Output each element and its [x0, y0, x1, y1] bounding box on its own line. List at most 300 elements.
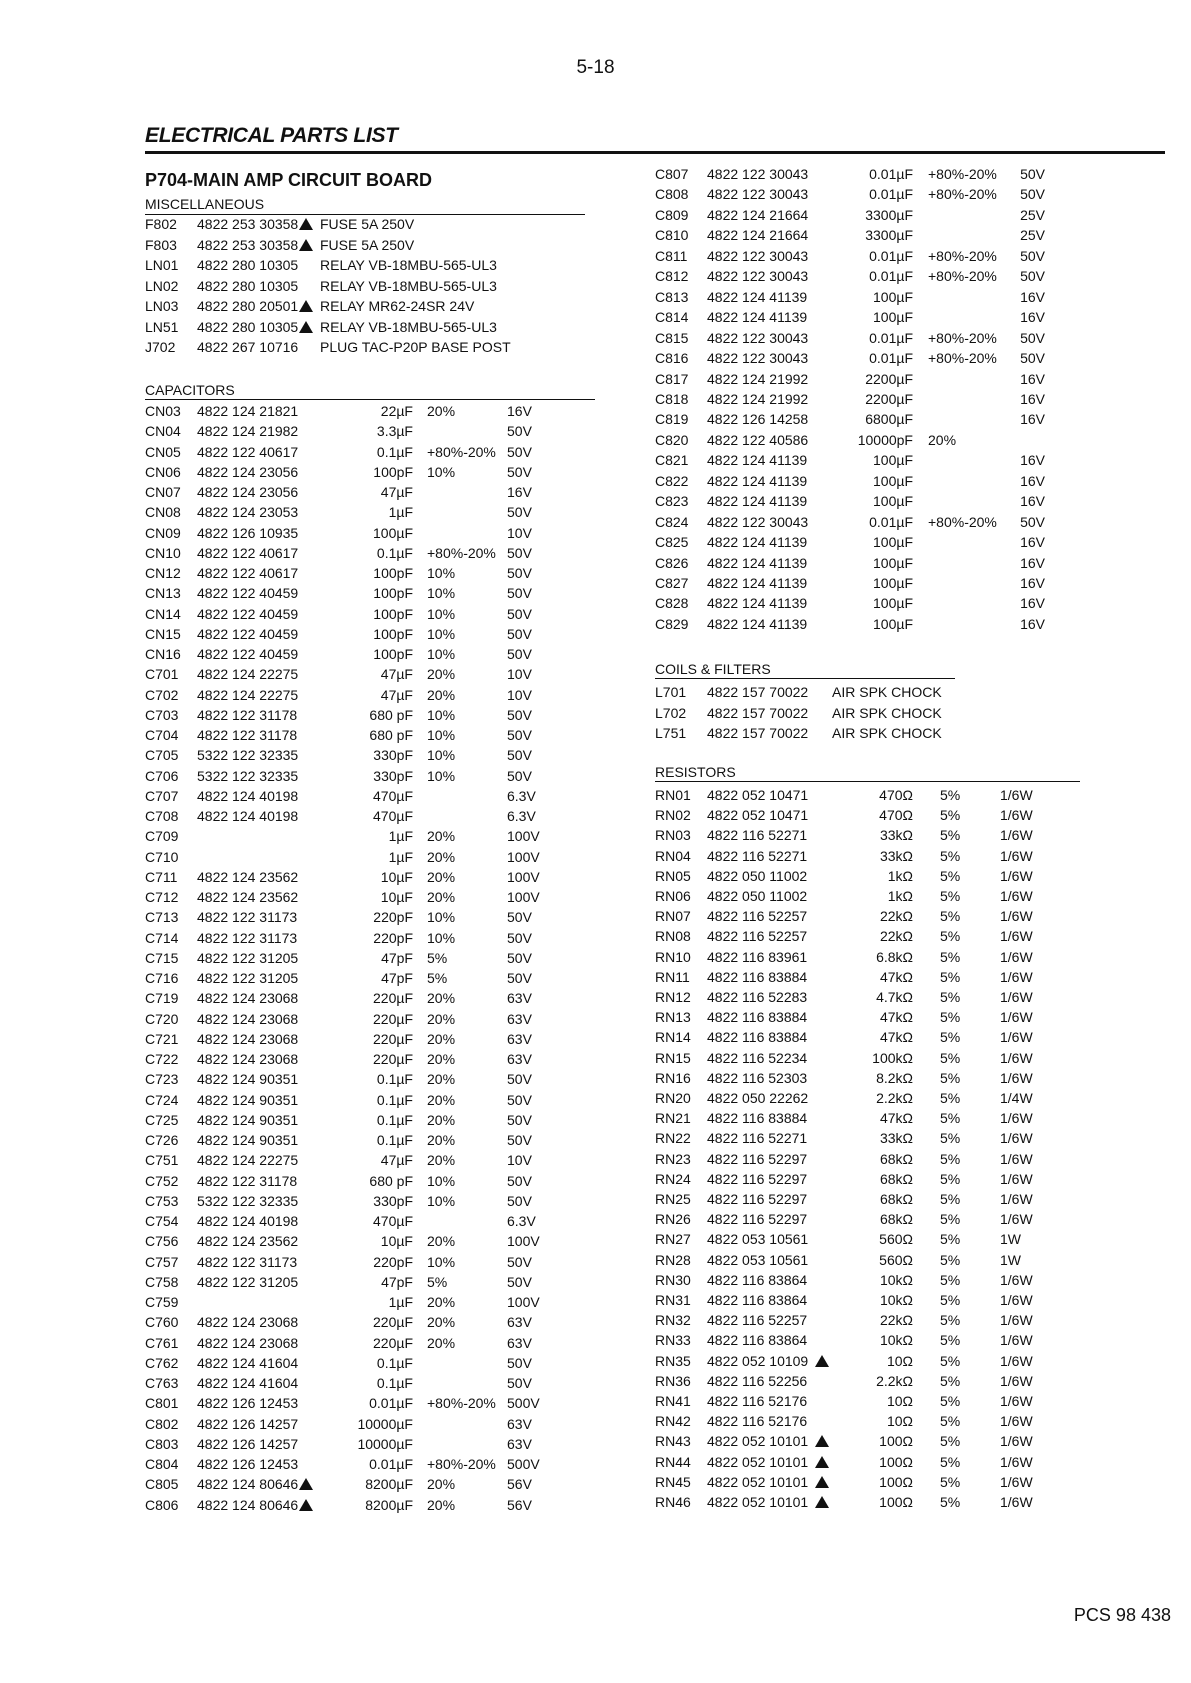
tolerance: 5%	[940, 1271, 961, 1288]
value: 47µF	[380, 686, 413, 703]
part-number: 4822 124 90351	[197, 1071, 299, 1088]
part-number: 4822 116 52257	[707, 928, 808, 945]
wattage: 1/6W	[1000, 989, 1033, 1005]
part-number: 4822 116 52257	[707, 908, 808, 925]
title-rule	[145, 151, 1165, 154]
part-number: 4822 116 52256	[707, 1372, 808, 1389]
tolerance: +80%-20%	[928, 186, 997, 203]
resistor-row	[655, 846, 1115, 866]
tolerance: 10%	[427, 605, 456, 622]
capacitor-row	[655, 512, 1115, 532]
ref-designator: C808	[655, 186, 689, 203]
wattage: 1/6W	[1000, 1211, 1033, 1228]
tolerance: 5%	[940, 968, 961, 985]
tolerance: +80%-20%	[427, 1456, 496, 1472]
value: 0.1µF	[376, 1111, 413, 1128]
ref-designator: C825	[655, 534, 689, 551]
value: 6.8kΩ	[876, 948, 913, 965]
ref-designator: C827	[655, 575, 689, 591]
part-number: 4822 122 40459	[197, 625, 299, 642]
part-number: 4822 122 31178	[197, 1172, 298, 1189]
voltage: 50V	[507, 949, 532, 966]
part-number: 4822 050 22262	[707, 1090, 809, 1106]
part-number: 4822 124 23053	[197, 504, 299, 521]
value: 100pF	[373, 605, 413, 622]
resistor-row	[655, 1452, 1115, 1472]
ref-designator: C754	[145, 1213, 179, 1229]
value: 100µF	[873, 288, 913, 305]
value: 680 pF	[369, 706, 413, 723]
capacitor-row	[655, 246, 1115, 266]
tolerance: 20%	[427, 686, 456, 703]
part-number: 4822 050 11002	[707, 888, 808, 904]
part-number: 4822 124 21664	[707, 206, 809, 223]
capacitor-row	[145, 624, 605, 644]
part-number: 4822 122 30043	[707, 166, 809, 182]
voltage: 50V	[507, 443, 532, 460]
wattage: 1/6W	[1000, 1049, 1033, 1066]
capacitor-row	[145, 1029, 605, 1049]
ref-designator: C820	[655, 431, 689, 448]
value: 10µF	[380, 889, 413, 905]
ref-designator: C829	[655, 615, 689, 632]
part-number: 4822 124 23068	[197, 1030, 299, 1047]
resistor-row	[655, 1229, 1115, 1249]
ref-designator: RN22	[655, 1130, 691, 1147]
resistor-row	[655, 1108, 1115, 1128]
part-number: 4822 124 41139	[707, 493, 808, 510]
ref-designator: RN43	[655, 1433, 691, 1450]
ref-designator: L701	[655, 684, 687, 700]
part-number: 4822 122 40586	[707, 431, 809, 448]
wattage: 1/6W	[1000, 928, 1033, 945]
section-rule	[145, 399, 595, 400]
resistor-row	[655, 825, 1115, 845]
voltage: 500V	[507, 1456, 540, 1472]
ref-designator: RN07	[655, 908, 691, 925]
resistor-row	[655, 1472, 1115, 1492]
value: 33kΩ	[879, 1130, 913, 1147]
ref-designator: RN02	[655, 807, 691, 824]
part-number: 4822 116 83884	[707, 1110, 808, 1127]
tolerance: 20%	[427, 1091, 456, 1108]
value: 1µF	[388, 848, 413, 865]
part-number: 4822 122 30043	[707, 268, 809, 285]
ref-designator: C811	[655, 247, 688, 264]
capacitor-row	[145, 786, 605, 806]
part-number: 4822 124 23068	[197, 1051, 299, 1067]
ref-designator: C819	[655, 411, 689, 428]
voltage: 10V	[507, 686, 532, 703]
ref-designator: RN42	[655, 1413, 691, 1430]
tolerance: +80%-20%	[928, 166, 997, 182]
part-number: 4822 122 30043	[707, 350, 809, 367]
voltage: 100V	[507, 1233, 540, 1250]
part-number: 4822 124 21992	[707, 370, 809, 387]
ref-designator: CN04	[145, 423, 181, 440]
tolerance: 10%	[427, 1172, 456, 1189]
part-number: 4822 116 83864	[707, 1332, 808, 1349]
voltage: 50V	[507, 727, 532, 743]
part-number: 4822 116 52271	[707, 1130, 808, 1147]
tolerance: 10%	[427, 565, 456, 581]
voltage: 63V	[507, 1051, 532, 1067]
value: 100pF	[373, 625, 413, 642]
ref-designator: C812	[655, 268, 689, 285]
part-number: 4822 124 40198	[197, 1213, 299, 1229]
ref-designator: C751	[145, 1152, 179, 1169]
value: 4.7kΩ	[876, 989, 913, 1005]
part-number: 4822 126 14258	[707, 411, 809, 428]
tolerance: 5%	[940, 1494, 961, 1510]
value: 10Ω	[886, 1413, 913, 1430]
voltage: 16V	[1020, 575, 1045, 591]
tolerance: 5%	[940, 847, 961, 864]
wattage: 1/6W	[1000, 1372, 1033, 1389]
value: 100µF	[873, 452, 913, 469]
tolerance: 10%	[427, 625, 456, 642]
part-number: 4822 124 23562	[197, 868, 299, 885]
ref-designator: C828	[655, 595, 689, 612]
capacitor-row	[655, 307, 1115, 327]
voltage: 63V	[507, 1314, 532, 1331]
part-number: 4822 124 21982	[197, 423, 299, 440]
voltage: 6.3V	[507, 1213, 536, 1229]
value: 0.01µF	[869, 350, 913, 367]
capacitor-row	[145, 543, 605, 563]
value: 10kΩ	[879, 1271, 913, 1288]
tolerance: 20%	[427, 1111, 456, 1128]
tolerance: 5%	[940, 1292, 961, 1308]
ref-designator: C753	[145, 1192, 179, 1209]
tolerance: 20%	[427, 889, 456, 905]
part-number: 4822 253 30358	[197, 236, 299, 253]
tolerance: 5%	[940, 1413, 961, 1430]
ref-designator: C719	[145, 990, 179, 1007]
voltage: 63V	[507, 1435, 532, 1452]
ref-designator: C801	[145, 1395, 179, 1412]
value: 47kΩ	[879, 968, 913, 985]
capacitor-row	[655, 328, 1115, 348]
ref-designator: L702	[655, 704, 687, 721]
capacitor-row	[145, 644, 605, 664]
ref-designator: C721	[145, 1030, 179, 1047]
part-number: 4822 124 90351	[197, 1111, 299, 1128]
resistor-row	[655, 947, 1115, 967]
value: 560Ω	[879, 1251, 913, 1268]
value: 0.1µF	[376, 544, 413, 561]
value: 68kΩ	[879, 1150, 913, 1167]
voltage: 100V	[507, 848, 540, 865]
value: 470Ω	[879, 807, 913, 824]
resistor-row	[655, 1330, 1115, 1350]
capacitor-row	[145, 563, 605, 583]
ref-designator: C810	[655, 227, 689, 244]
tolerance: 5%	[427, 1273, 448, 1290]
ref-designator: RN24	[655, 1170, 691, 1187]
tolerance: 5%	[940, 867, 961, 884]
warning-triangle-icon	[299, 317, 313, 337]
capacitor-row	[145, 887, 605, 907]
voltage: 63V	[507, 1334, 532, 1351]
ref-designator: RN32	[655, 1312, 691, 1329]
part-number: 4822 124 80646	[197, 1476, 299, 1493]
wattage: 1/6W	[1000, 1029, 1033, 1046]
ref-designator: C716	[145, 970, 179, 986]
voltage: 50V	[507, 1172, 532, 1189]
voltage: 16V	[1020, 554, 1045, 571]
resistor-row	[655, 1411, 1115, 1431]
value: 10kΩ	[879, 1332, 913, 1349]
voltage: 50V	[507, 544, 532, 561]
part-number: 4822 116 83884	[707, 968, 808, 985]
warning-triangle-icon	[299, 1495, 313, 1515]
voltage: 16V	[1020, 534, 1045, 551]
tolerance: 5%	[940, 1372, 961, 1389]
tolerance: +80%-20%	[928, 268, 997, 285]
part-number: 4822 126 12453	[197, 1395, 299, 1412]
ref-designator: RN06	[655, 888, 691, 904]
capacitor-row	[145, 826, 605, 846]
capacitor-row	[145, 847, 605, 867]
ref-designator: RN35	[655, 1352, 691, 1369]
voltage: 100V	[507, 828, 540, 845]
capacitor-row	[655, 184, 1115, 204]
tolerance: 20%	[427, 403, 456, 419]
value: 33kΩ	[879, 827, 913, 844]
capacitor-row	[655, 164, 1115, 184]
voltage: 50V	[507, 909, 532, 926]
ref-designator: F802	[145, 216, 177, 232]
tolerance: 10%	[427, 929, 456, 946]
part-number: 4822 116 52271	[707, 847, 808, 864]
value: 2.2kΩ	[876, 1372, 913, 1389]
tolerance: 20%	[427, 828, 456, 845]
part-number: 4822 124 41139	[707, 615, 808, 632]
value: 0.01µF	[369, 1395, 413, 1412]
voltage: 10V	[507, 524, 532, 541]
part-number: 4822 116 52303	[707, 1069, 808, 1086]
wattage: 1/6W	[1000, 1069, 1033, 1086]
footer-code: PCS 98 438	[1073, 1605, 1171, 1625]
value: 0.01µF	[869, 186, 913, 203]
section-misc: MISCELLANEOUS	[145, 196, 265, 212]
part-number: 4822 124 21664	[707, 227, 809, 244]
ref-designator: CN07	[145, 484, 181, 500]
capacitor-row	[145, 1333, 605, 1353]
part-number: 4822 122 31178	[197, 727, 298, 743]
ref-designator: CN03	[145, 403, 181, 419]
voltage: 16V	[1020, 288, 1045, 305]
part-number: 4822 124 41139	[707, 452, 808, 469]
tolerance: 20%	[427, 1496, 456, 1513]
part-number: 4822 122 31205	[197, 970, 299, 986]
capacitor-row	[145, 1272, 605, 1292]
value: 47pF	[381, 1273, 413, 1290]
voltage: 50V	[1020, 513, 1045, 530]
voltage: 50V	[507, 1375, 532, 1391]
value: 47kΩ	[879, 1029, 913, 1046]
value: 8200µF	[365, 1496, 413, 1513]
value: 22kΩ	[879, 1312, 913, 1329]
value: 220µF	[373, 1030, 413, 1047]
ref-designator: C707	[145, 787, 179, 804]
ref-designator: C715	[145, 949, 179, 966]
wattage: 1W	[1000, 1251, 1021, 1268]
tolerance: 5%	[940, 989, 961, 1005]
value: 100µF	[873, 554, 913, 571]
part-number: 4822 122 40459	[197, 605, 299, 622]
part-number: 4822 124 41139	[707, 472, 808, 489]
tolerance: 20%	[427, 990, 456, 1007]
part-number: 4822 124 23056	[197, 484, 299, 500]
value: 100Ω	[879, 1494, 913, 1510]
part-number: 4822 124 41139	[707, 575, 808, 591]
tolerance: 10%	[427, 706, 456, 723]
value: 22kΩ	[879, 928, 913, 945]
wattage: 1/6W	[1000, 1433, 1033, 1450]
coil-row	[655, 682, 1115, 702]
tolerance: 20%	[427, 1294, 456, 1310]
capacitor-row	[655, 471, 1115, 491]
part-number: 4822 124 23562	[197, 889, 299, 905]
value: 100µF	[873, 615, 913, 632]
value: 680 pF	[369, 727, 413, 743]
value: 470Ω	[879, 787, 913, 803]
ref-designator: C804	[145, 1456, 179, 1472]
voltage: 16V	[1020, 493, 1045, 510]
wattage: 1/6W	[1000, 787, 1033, 803]
value: 10µF	[380, 1233, 413, 1250]
tolerance: 20%	[427, 1152, 456, 1169]
capacitor-row	[145, 948, 605, 968]
ref-designator: RN11	[655, 968, 690, 985]
tolerance: 5%	[940, 1049, 961, 1066]
value: 10kΩ	[879, 1292, 913, 1308]
ref-designator: F803	[145, 236, 177, 253]
value: 10Ω	[886, 1393, 913, 1409]
part-number: 4822 116 83961	[707, 948, 808, 965]
part-number: 4822 116 52297	[707, 1211, 808, 1228]
part-number: 4822 116 52257	[707, 1312, 808, 1329]
tolerance: 5%	[940, 827, 961, 844]
resistor-row	[655, 1391, 1115, 1411]
wattage: 1/6W	[1000, 1312, 1033, 1329]
ref-designator: C709	[145, 828, 179, 845]
wattage: 1/6W	[1000, 888, 1033, 904]
tolerance: 20%	[427, 1010, 456, 1027]
resistor-row	[655, 1068, 1115, 1088]
ref-designator: RN20	[655, 1090, 691, 1106]
value: 0.01µF	[869, 513, 913, 530]
section-resistors: RESISTORS	[655, 764, 736, 780]
value: 220µF	[373, 990, 413, 1007]
voltage: 63V	[507, 1030, 532, 1047]
value: 220pF	[373, 929, 413, 946]
resistor-row	[655, 1088, 1115, 1108]
part-number: 4822 157 70022	[707, 725, 809, 741]
value: 1kΩ	[887, 888, 913, 904]
capacitor-row	[655, 573, 1115, 593]
ref-designator: RN10	[655, 948, 691, 965]
tolerance: 5%	[940, 1473, 961, 1490]
capacitor-row	[145, 583, 605, 603]
value: 2200µF	[865, 390, 913, 407]
capacitor-row	[145, 1090, 605, 1110]
tolerance: +80%-20%	[928, 513, 997, 530]
part-number: 4822 157 70022	[707, 704, 809, 721]
part-number: 4822 116 83864	[707, 1271, 808, 1288]
value: 220pF	[373, 1253, 413, 1270]
ref-designator: CN05	[145, 443, 181, 460]
ref-designator: RN04	[655, 847, 691, 864]
value: 47pF	[381, 970, 413, 986]
capacitor-row	[145, 502, 605, 522]
tolerance: 5%	[940, 1069, 961, 1086]
ref-designator: LN03	[145, 298, 179, 314]
voltage: 50V	[507, 1091, 532, 1108]
tolerance: 10%	[427, 727, 456, 743]
tolerance: 5%	[940, 807, 961, 824]
part-number: 4822 122 30043	[707, 247, 809, 264]
ref-designator: CN08	[145, 504, 181, 521]
warning-triangle-icon	[299, 235, 313, 255]
ref-designator: C805	[145, 1476, 179, 1493]
capacitor-row	[145, 1049, 605, 1069]
tolerance: 20%	[427, 1030, 456, 1047]
tolerance: 20%	[427, 868, 456, 885]
description: PLUG TAC-P20P BASE POST	[320, 339, 511, 355]
part-number: 4822 124 41604	[197, 1375, 299, 1391]
capacitor-row	[145, 1252, 605, 1272]
part-number: 4822 280 10305	[197, 277, 299, 294]
voltage: 10V	[507, 666, 532, 683]
tolerance: 10%	[427, 909, 456, 926]
section-coils: COILS & FILTERS	[655, 661, 771, 677]
ref-designator: C806	[145, 1496, 179, 1513]
resistor-row	[655, 785, 1115, 805]
wattage: 1/6W	[1000, 1494, 1033, 1510]
part-number: 5322 122 32335	[197, 747, 299, 764]
wattage: 1/6W	[1000, 847, 1033, 864]
misc-row	[145, 235, 605, 255]
tolerance: 5%	[940, 1211, 961, 1228]
ref-designator: C706	[145, 767, 179, 784]
value: 6800µF	[865, 411, 913, 428]
part-number: 4822 116 83884	[707, 1029, 808, 1046]
voltage: 16V	[507, 484, 532, 500]
ref-designator: C815	[655, 329, 689, 346]
ref-designator: RN03	[655, 827, 691, 844]
value: 10µF	[380, 868, 413, 885]
value: 68kΩ	[879, 1191, 913, 1207]
ref-designator: C756	[145, 1233, 179, 1250]
capacitor-row	[655, 491, 1115, 511]
voltage: 50V	[507, 646, 532, 662]
capacitor-row	[145, 1393, 605, 1413]
capacitor-row	[145, 442, 605, 462]
value: 47µF	[380, 484, 413, 500]
value: 3300µF	[865, 227, 913, 244]
ref-designator: RN41	[655, 1393, 691, 1409]
part-number: 4822 122 31173	[197, 929, 298, 946]
value: 68kΩ	[879, 1170, 913, 1187]
value: 560Ω	[879, 1231, 913, 1248]
part-number: 4822 280 20501	[197, 298, 299, 314]
section-rule	[655, 781, 1080, 782]
capacitor-row	[145, 867, 605, 887]
capacitor-row	[145, 685, 605, 705]
